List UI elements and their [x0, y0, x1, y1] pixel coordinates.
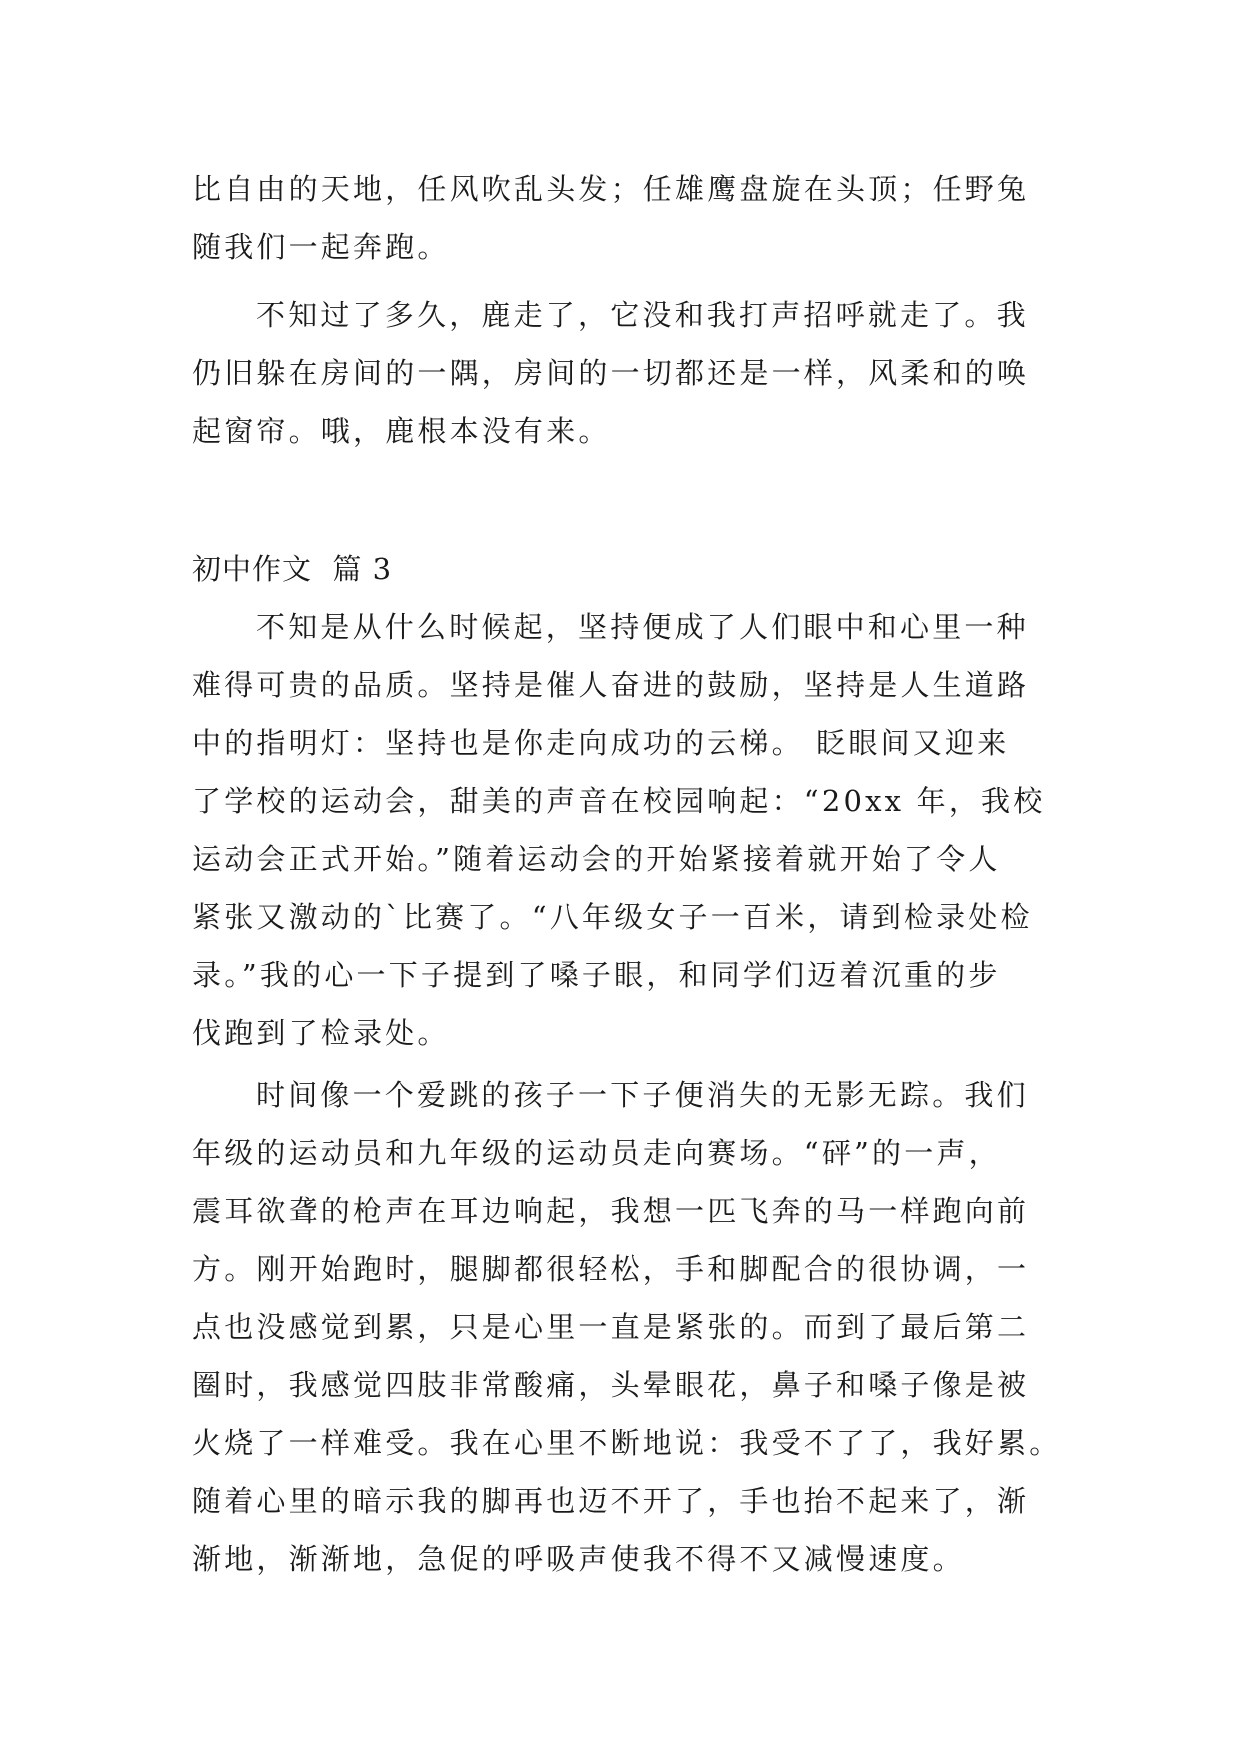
text-line: 难得可贵的品质。坚持是催人奋进的鼓励，坚持是人生道路 — [192, 668, 1030, 702]
text-line: 时间像一个爱跳的孩子一下子便消失的无影无踪。我们 — [256, 1078, 1029, 1112]
text-line: 年级的运动员和九年级的运动员走向赛场。“砰”的一声， — [192, 1136, 1001, 1170]
text-line: 火烧了一样难受。我在心里不断地说：我受不了了，我好累。 — [192, 1426, 1062, 1460]
text-line: 渐地，渐渐地，急促的呼吸声使我不得不又减慢速度。 — [192, 1542, 965, 1576]
text-line: 仍旧躲在房间的一隅，房间的一切都还是一样，风柔和的唤 — [192, 356, 1030, 390]
paragraph — [192, 286, 1052, 460]
text-line: 起窗帘。哦，鹿根本没有来。 — [192, 414, 611, 448]
text-line: 比自由的天地，任风吹乱头发；任雄鹰盘旋在头顶；任野兔 — [192, 172, 1030, 206]
text-line: 震耳欲聋的枪声在耳边响起，我想一匹飞奔的马一样跑向前 — [192, 1194, 1030, 1228]
document-page — [192, 160, 1062, 1588]
text-line: 不知过了多久，鹿走了，它没和我打声招呼就走了。我 — [256, 298, 1029, 332]
text-line: 伐跑到了检录处。 — [192, 1016, 450, 1050]
text-line: 不知是从什么时候起，坚持便成了人们眼中和心里一种 — [256, 610, 1029, 644]
text-line: 圈时，我感觉四肢非常酸痛，头晕眼花，鼻子和嗓子像是被 — [192, 1368, 1030, 1402]
text-line: 点也没感觉到累，只是心里一直是紧张的。而到了最后第二 — [192, 1310, 1030, 1344]
text-line: 随着心里的暗示我的脚再也迈不开了，手也抬不起来了，渐 — [192, 1484, 1030, 1518]
section-heading: 初中作文 篇 3 — [192, 552, 393, 586]
text-line: 方。刚开始跑时，腿脚都很轻松，手和脚配合的很协调，一 — [192, 1252, 1030, 1286]
text-line: 录。”我的心一下子提到了嗓子眼，和同学们迈着沉重的步 — [192, 958, 1001, 992]
paragraph-continuation — [192, 160, 1052, 276]
section-heading-block — [192, 540, 1052, 598]
text-line: 随我们一起奔跑。 — [192, 230, 450, 264]
text-line: 紧张又激动的`比赛了。“八年级女子一百米，请到检录处检 — [192, 900, 1033, 934]
paragraph — [192, 598, 1052, 1062]
text-line: 运动会正式开始。”随着运动会的开始紧接着就开始了令人 — [192, 842, 1001, 876]
text-line: 中的指明灯：坚持也是你走向成功的云梯。 眨眼间又迎来 — [192, 726, 1010, 760]
paragraph — [192, 1066, 1062, 1588]
text-line: 了学校的运动会，甜美的声音在校园响起：“20xx 年，我校 — [192, 784, 1046, 818]
